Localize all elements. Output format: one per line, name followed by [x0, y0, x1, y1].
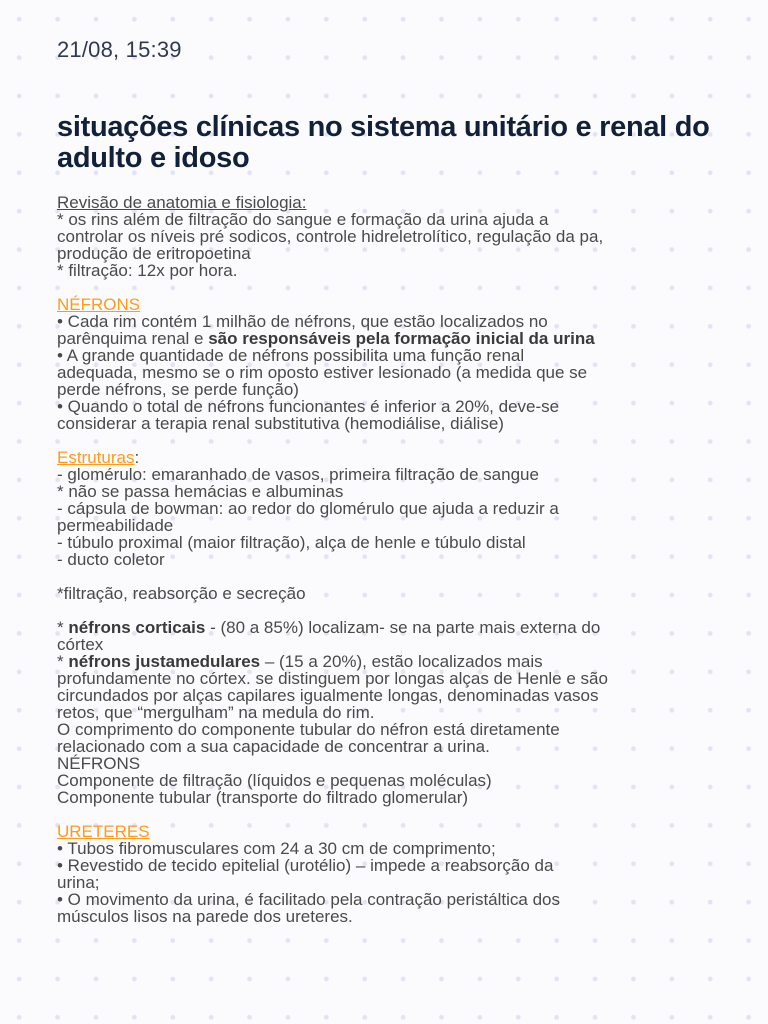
componente-line: Componente de filtração (líquidos e pequenas moléculas) [57, 771, 492, 790]
note-body [57, 194, 727, 925]
estruturas-line: - glomérulo: emaranhado de vasos, primeira filtração de sangue [57, 465, 539, 484]
corticais-line: córtex [57, 635, 104, 654]
estruturas-heading: Estruturas [57, 448, 135, 467]
nefrons-line: • Cada rim contém 1 milhão de néfrons, que estão localizados no [57, 312, 548, 331]
ureteres-line: músculos lisos na parede dos ureteres. [57, 907, 353, 926]
revisao-line: * filtração: 12x por hora. [57, 261, 238, 280]
nefrons-line: • A grande quantidade de néfrons possibilita uma função renal [57, 346, 525, 365]
ureteres-line: • Revestido de tecido epitelial (urotélio) – impede a reabsorção da [57, 856, 554, 875]
note-title: situações clínicas no sistema unitário e renal do adulto e idoso [57, 111, 710, 174]
justa-prefix: * [57, 652, 69, 671]
revisao-line: * os rins além de filtração do sangue e formação da urina ajuda a [57, 210, 549, 229]
note-timestamp: 21/08, 15:39 [57, 37, 182, 62]
ureteres-line: urina; [57, 873, 100, 892]
nefrons-subheading: NÉFRONS [57, 754, 141, 773]
corticais-bold-text: néfrons corticais [68, 618, 206, 637]
spacer [57, 432, 727, 449]
ureteres-heading: URETERES [57, 822, 150, 841]
corticais-text: - (80 a 85%) localizam- se na parte mais externa do [205, 618, 601, 637]
justamedulares-text: – (15 a 20%), estão localizados mais [260, 652, 543, 671]
nefrons-line: • Quando o total de néfrons funcionantes é inferior a 20%, deve-se [57, 397, 560, 416]
estruturas-line: * não se passa hemácias e albuminas [57, 482, 344, 501]
spacer [57, 806, 727, 823]
nefrons-line-text: parênquima renal e [57, 329, 209, 348]
componente-line: Componente tubular (transporte do filtrado glomerular) [57, 788, 469, 807]
nefrons-heading: NÉFRONS [57, 295, 141, 314]
spacer [57, 279, 727, 296]
estruturas-line: - cápsula de bowman: ao redor do glomérulo que ajuda a reduzir a [57, 499, 559, 518]
estruturas-note: *filtração, reabsorção e secreção [57, 584, 306, 603]
estruturas-line: - túbulo proximal (maior filtração), alça de henle e túbulo distal [57, 533, 526, 552]
revisao-heading: Revisão de anatomia e fisiologia: [57, 193, 307, 212]
justamedulares-bold-text: néfrons justamedulares [68, 652, 261, 671]
ureteres-line: • O movimento da urina, é facilitado pela contração peristáltica dos [57, 890, 560, 909]
estruturas-line: permeabilidade [57, 516, 174, 535]
estruturas-line: - ducto coletor [57, 550, 165, 569]
justamedulares-line: circundados por alças capilares igualmente longas, denominadas vasos [57, 686, 599, 705]
estruturas-heading-colon: : [134, 448, 140, 467]
nefrons-line: adequada, mesmo se o rim oposto estiver lesionado (a medida que se [57, 363, 588, 382]
nefrons-bold-text: são responsáveis pela formação inicial da urina [208, 329, 595, 348]
nefrons-line: considerar a terapia renal substitutiva (hemodiálise, diálise) [57, 414, 504, 433]
justamedulares-line [57, 653, 727, 670]
revisao-line: produção de eritropoetina [57, 244, 251, 263]
justamedulares-line: profundamente no córtex. se distinguem por longas alças de Henle e são [57, 669, 608, 688]
spacer [57, 568, 727, 585]
ureteres-line: • Tubos fibromusculares com 24 a 30 cm de comprimento; [57, 839, 496, 858]
corticais-prefix: * [57, 618, 69, 637]
comprimento-line: O comprimento do componente tubular do néfron está diretamente [57, 720, 560, 739]
justamedulares-line: retos, que “mergulham” na medula do rim. [57, 703, 375, 722]
nefrons-line [57, 330, 727, 347]
spacer [57, 602, 727, 619]
comprimento-line: relacionado com a sua capacidade de concentrar a urina. [57, 737, 490, 756]
estruturas-heading-line [57, 449, 727, 466]
corticais-line [57, 619, 727, 636]
revisao-line: controlar os níveis pré sodicos, controle hidreletrolítico, regulação da pa, [57, 227, 604, 246]
nefrons-line: perde néfrons, se perde função) [57, 380, 299, 399]
